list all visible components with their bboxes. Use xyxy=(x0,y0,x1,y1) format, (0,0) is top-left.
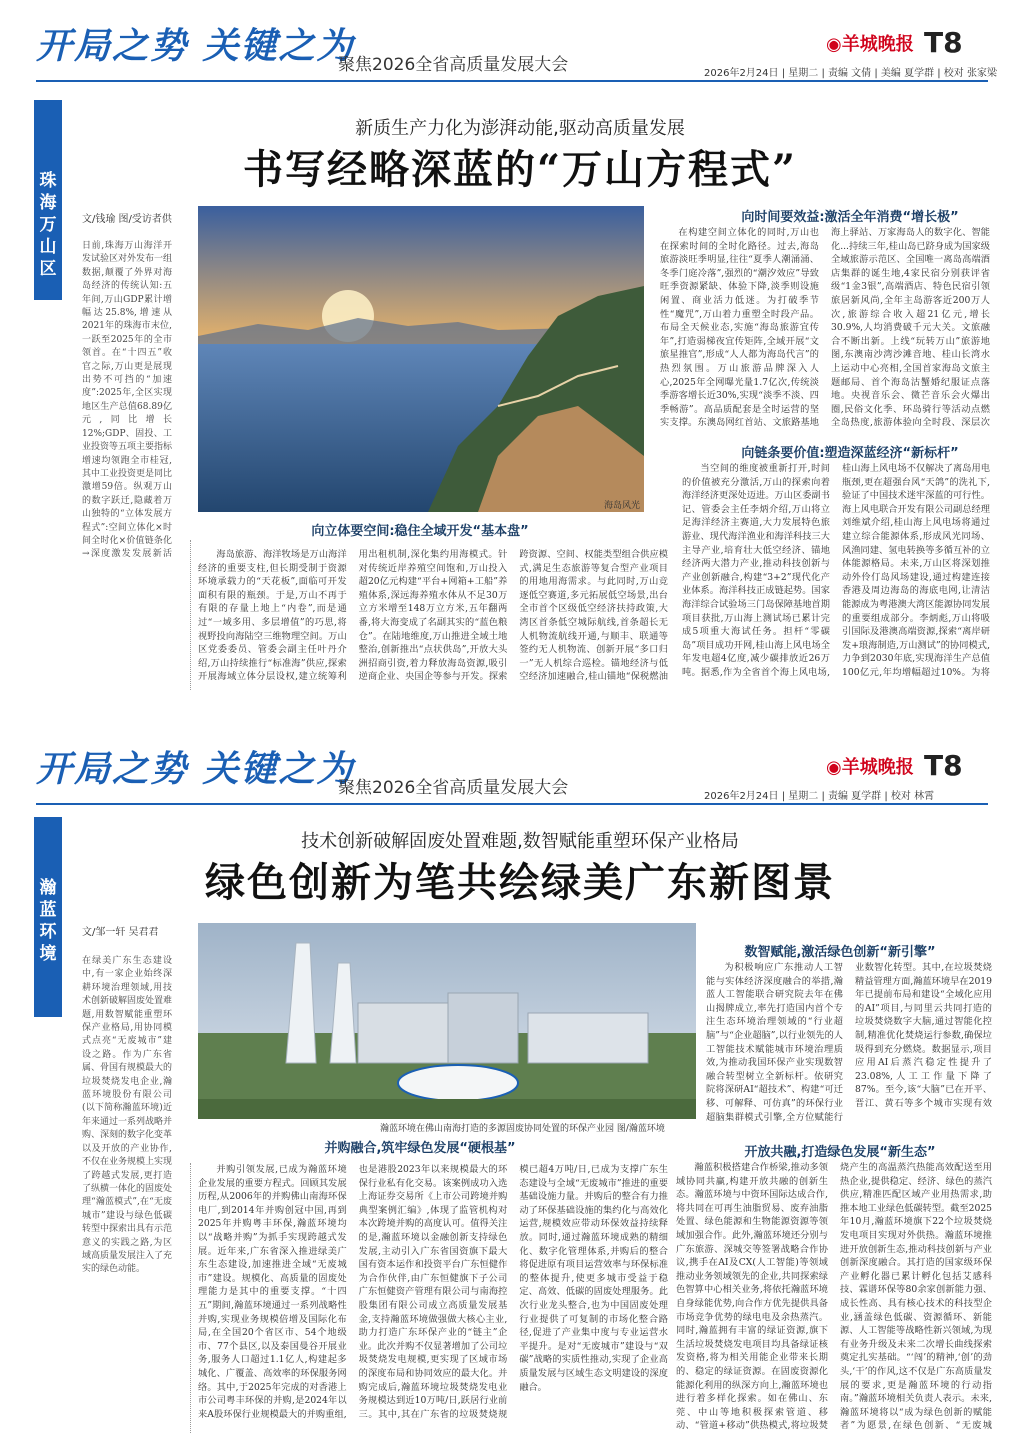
bottom-article xyxy=(0,723,1024,1446)
industrial-park-image xyxy=(198,923,696,1119)
logo-mark-icon: ◉ xyxy=(826,34,842,55)
subhead: 新质生产力化为澎湃动能,驱动高质量发展 xyxy=(355,118,685,139)
header-rule xyxy=(36,803,988,805)
section-heading-space: 向立体要空间:稳住全域开发“基本盘” xyxy=(311,524,529,539)
section-heading-chain: 向链条要价值:塑造深蓝经济“新标杆” xyxy=(741,446,959,461)
page-number: T8 xyxy=(924,749,963,782)
side-tab-label: 瀚蓝环境 xyxy=(39,878,57,964)
byline: 文/钱瑜 图/受访者供 xyxy=(82,214,172,225)
body-space: 海岛旅游、海洋牧场是万山海洋经济的重要支柱,但长期受制于资源环境承载力的“天花板”,面临可开发面积有限的瓶颈。于是,万山不再于有限的存量上地上“内卷”,而是通过“一域多用、多层增值”的巧思,将视野投向海陆空三维物理空间。万山区党委委员、管委会副主任叶丹介绍,万山持续推行“标准海”供应,探索开展海域立体分层设权,建立统筹利用出租机制,深化集约用海模式。针对传统近岸养殖空间饱和,万山投入超20亿元构建“平台+网箱+工船”养殖体系,深远海养殖水体从不足30万立方米增至148万立方米,五年翻两番,将大海变成了名副其实的“蓝色粮仓”。在陆地维度,万山推进全域土地整治,创新推出“点状供岛”,开放大头洲招商引资,着力释放海岛资源,吸引逆商企业、央国企等参与开发。探索跨资源、空间、权能类型组合供应模式,满足生态旅游等复合型产业项目的用地用海需求。与此同时,万山竞逐低空赛道,多元拓展低空场景,出台全市首个区级低空经济扶持政策,大湾区首条低空城际航线,首条超长无人机物流航线开通,与顺丰、联通等签约无人机物流、创新开展“多口归一”无人机综合巡检。锚地经济与低空经济加速融合,桂山锚地“保税燃油 xyxy=(198,549,668,683)
body-merger: 并购引领发展,已成为瀚蓝环境企业发展的重要方程式。回顾其发展历程,从2006年的并购佛山南海环保电厂,到2014年并购创冠中国,再到2025年并购粤丰环保,瀚蓝环境均以“战略并购”为抓手实现跨越式发展。近年来,广东省深入推进绿美广东生态建设,加速推进全域“无废城市”建设。规模化、高质量的固废处理能力是其中的重要支撑。“十四五”期间,瀚蓝环境通过一系列战略性并购,实现业务规模倍增及国际化布局,在全国20个省区市、54个地级市、77个县区,以及泰国曼谷开展业务,服务人口超过1.1亿人,构建起多城化、广覆盖、高效率的环保服务网络。其中,于2025年完成的对香港上市公司粤丰环保的并购,是2024年以来A股环保行业规模最大的并购重组,也是港股2023年以来规模最大的环保行业私有化交易。该案例成功入选上海证券交易所《上市公司跨境并购典型案例汇编》,体现了监管机构对本次跨境并购的高度认可。值得关注的是,瀚蓝环境以金融创新支持绿色发展,主动引入广东省国资旗下最大国有资本运作和投资平台广东恒健作为合作伙伴,由广东恒健旗下子公司广东恒健资产管理有限公司与南海控股集团有限公司成立高质量发展基金,支持瀚蓝环境做强做大核心主业,助力打造广东环保产业的“链主”企业。此次并购不仅显著增加了公司垃圾焚烧发电规模,更实现了区域市场的深度布局和协同效应的最大化。并购完成后,瀚蓝环境垃圾焚烧发电业务规模达到近10万吨/日,跃居行业前三。其中,其在广东省的垃圾焚烧规模已超4万吨/日,已成为支撑广东生态建设与全域“无废城市”推进的重要基础设施力量。并购后的整合有力推动了环保基础设施的集约化与高效化运营,规模效应带动环保效益持续释放。同时,通过瀚蓝环境成熟的精细化、数字化管理体系,并购后的整合将促进原有项目运营效率与环保标准的整体提升,使更多城市受益于稳定、高效、低碳的固废处理服务。此次行业龙头整合,也为中国固废处理行业提供了可复制的市场化整合路径,促进了产业集中度与专业运营水平提升。是对“无废城市”建设与“双碳”战略的实质性推动,实现了企业高质量发展与区域生态文明建设的深度融合。 xyxy=(198,1164,668,1420)
header-rule xyxy=(36,80,988,82)
dateline: 2026年2月24日 | 星期二 | 责编 文倩 | 美编 夏学群 | 校对 张家梁 xyxy=(704,68,997,79)
side-tab-label: 珠海万山区 xyxy=(39,171,57,279)
body-chain: 当空间的维度被重新打开,时间的价值被充分激活,万山的探索向着海洋经济更深处迈进。万山区委副书记、管委会主任李炳介绍,万山将立足海洋经济主赛道,大力发展特色旅游业、现代海洋渔业和海洋科技三大主导产业,培育壮大低空经济、锚地经济两大潜力产业,推动科技创新与产业创新融合,构建“3+2”现代化产业体系。海洋科技正成链起势。国家海洋综合试验场三门岛保障基地首期项目获批,万山海上测试场已累计完成5项重大海试任务。担杆“零碳岛”项目成功开网,桂山海上风电场全年发电超4亿度,减少碳排放近26万吨。据悉,作为全省首个海上风电场,桂山海上风电场不仅解决了离岛用电瓶颈,更在超强台风“天鸽”的洗礼下,验证了中国技术迷牢深蓝的可行性。海上风电联合开发有限公司副总经理刘维斌介绍,桂山海上风电场将通过建立综合能源体系,形成风光同场、风渔同建、氢电转换等多循互补的立体能源格局。未来,万山区将深划推动外伶仃岛风场建设,通过构建连接香港及周边海岛的海底电网,让清洁能源成为粤港澳大湾区能源协同发展的重要组成部分。李炳彪,万山将吸引国际及港澳高端资源,探索“离岸研发+琅海制造,万山测试”的协同模式,力争到2030年底,实现海洋生产总值100亿元,年均增幅超过10%。为将 xyxy=(682,463,990,678)
lede: 日前,珠海万山海洋开发试验区对外发布一组数据,颠覆了外界对海岛经济的传统认知:五年间,万山GDP累计增幅达25.8%,增速从2021年的珠海市末位,一跃至2025年的全市领首。在“十四五”收官之际,万山更是展现出势不可挡的“加速度”:2025年,全区实现地区生产总值68.89亿元,同比增长12%;GDP、固投、工业投资等五项主要指标增速均领跑全市桂冠,其中工业投资更是同比激增59倍。纵观万山的数字跃迁,隐藏着万山独特的“立体发展方程式”:空间立体化×时间全时化×价值链条化→深度激发发展新活 xyxy=(82,241,172,560)
logo-mark-icon: ◉ xyxy=(826,757,842,778)
photo-caption: 海岛风光 xyxy=(604,501,641,511)
headline: 绿色创新为笔共绘绿美广东新图景 xyxy=(205,859,835,906)
industrial-park-photo xyxy=(198,923,696,1119)
section-heading-time: 向时间要效益:激活全年消费“增长极” xyxy=(741,210,959,225)
paper-logo: ◉羊城晚报 xyxy=(826,34,914,55)
side-tab xyxy=(34,817,62,1017)
focus-title: 聚焦2026全省高质量发展大会 xyxy=(338,778,569,798)
masthead xyxy=(0,0,1024,80)
island-photo-image xyxy=(198,206,644,512)
column-divider xyxy=(190,1163,191,1433)
side-tab xyxy=(34,100,62,300)
byline: 文/邹一轩 吴君君 xyxy=(82,927,159,938)
page-number: T8 xyxy=(924,26,963,59)
island-photo xyxy=(198,206,644,512)
body-digital: 为积极响应广东推动人工智能与实体经济深度融合的举措,瀚蓝人工智能联合研究院去年在佛山揭牌成立,率先打造国内首个专注生态环境治理领域的“行业超脑”与“企业超脑”,以行业领先的人工智能技术赋能城市环境治理质效,为推动我国环保产业实现数智融合转型树立全新标杆。依研究院将深研AI“超技术”、构建“可迁移、可解释、可仿真”的环保行业超脑集群模式引擎,全方位赋能行业数智化转型。其中,在垃圾焚烧精益管理方面,瀚蓝环境早在2019年已提前布局和建设“全域化应用的AI”项目,与同里云共同打造的垃圾焚烧数字大脑,通过智能化控制,精准优化焚烧运行参数,确保垃圾得到充分燃烧。数据显示,项目应用AI后蒸汽稳定性提升了23.08%,人工工作量下降了87%。至今,该“大脑”已在开平、晋江、黄石等多个城市实现有效 xyxy=(706,962,992,1123)
body-open: 瀚蓝积极搭建合作桥梁,推动多领域协同共赢,构建开放共融的创新生态。瀚蓝环境与中资环国际达成合作,将共同在可再生油脂贸易、废弃油脂处置、绿色能源和生物能源资源等领域加强合作。此外,瀚蓝环境还分别与广东旅游、深城交等签署战略合作协议,携手在AI及CX(人工智能)等领域推动业务领域领先的企业,共同探索绿色智算中心相关业务,将依托瀚蓝环境自身绿能优势,向合作方优先提供具备市场竞争优势的绿电电及余热蒸汽。同时,瀚蓝拥有丰富的绿证资源,旗下生活垃圾焚烧发电项目均具备绿证核发资格,将为相关用能企业带来长期的、稳定的绿证资源。在固废资源化能源化利用的纵深方向上,瀚蓝环境也进行着多样化探索。如在佛山、东莞、中山等地积极探索管道、移动、“管道+移动”供热模式,将垃圾焚烧产生的高温蒸汽热能高效配送至用热企业,提供稳定、经济、绿色的蒸汽供应,精准匹配区域产业用热需求,助推本地工业绿色低碳转型。截至2025年10月,瀚蓝环境旗下22个垃圾焚烧发电项目实现对外供热。瀚蓝环境推进开放创新生态,推动科技创新与产业创新深度融合。其打造的国家级环保产业孵化器已累计孵化包括艾感科技、霖谱环保等80余家创新能力强、成长性高、具有核心技术的科技型企业,涵盖绿色低碳、资源循环、新能源、人工智能等战略性新兴领域,为现有业务升级及未来二次增长曲线探索奠定扎实基础。“‘闯’的精神,‘创’的劲头,‘干’的作风,这不仅是广东高质量发展的要求,更是瀚蓝环境的行动指南。”瀚蓝环境相关负责人表示。未来,瀚蓝环境将以“成为绿色创新的赋能者”为愿景,在绿色创新、“无废城 xyxy=(676,1162,992,1432)
headline: 书写经略深蓝的“万山方程式” xyxy=(242,146,797,193)
paper-logo: ◉羊城晚报 xyxy=(826,757,914,778)
section-heading-digital: 数智赋能,激活绿色创新“新引擎” xyxy=(744,945,936,960)
dateline: 2026年2月24日 | 星期二 | 责编 夏学群 | 校对 林霄 xyxy=(704,791,935,802)
subhead: 技术创新破解固废处置难题,数智赋能重塑环保产业格局 xyxy=(301,831,739,852)
slogan: 开局之势 关键之为 xyxy=(36,748,355,790)
lede: 在绿美广东生态建设中,有一家企业始终深耕环境治理领域,用技术创新破解固废处置难题,用数智赋能重塑环保产业格局,用协同模式点亮“无废城市”建设之路。作为广东省属、骨国有规模最大的垃圾焚烧发电企业,瀚蓝环境股份有限公司(以下简称瀚蓝环境)近年来通过一系列战略并购、深刻的数字化变革以及开放的产业协作,不仅在业务规模上实现了跨越式发展,更打造了纵横一体化的固废处理“瀚蓝模式”,在“无废城市”建设与绿色低碳转型中探索出具有示范意义的实践之路,为区域高质量发展注入了充实的绿色动能。 xyxy=(82,956,172,1273)
top-article xyxy=(0,0,1024,700)
focus-title: 聚焦2026全省高质量发展大会 xyxy=(338,55,569,75)
photo-caption: 瀚蓝环境在佛山南海打造的多源固废协同处置的环保产业园 图/瀚蓝环境 xyxy=(380,1124,665,1134)
section-heading-merger: 并购融合,筑牢绿色发展“硬根基” xyxy=(324,1141,516,1156)
section-heading-open: 开放共融,打造绿色发展“新生态” xyxy=(744,1145,936,1160)
column-divider xyxy=(190,540,191,690)
body-time: 在构建空间立体化的同时,万山也在探索时间的全时化路径。过去,海岛旅游淡旺季明显,往往“夏季人潮涌涌、冬季门庭冷落”,强烈的“潮汐效应”导致旺季资源紧缺、体验下降,淡季则设施闲置、商业活力低迷。为打破季节性“魔咒”,万山着力重塑全时段产品。布局全天候业态,实施“海岛旅游宜传年”,打造弱梯夜宜传矩阵,全域开展“文旅星推官”,形成“人人都为海岛代言”的热烈氛围。万山旅游品牌深入人心,2025年全网曝光量1.7亿次,传统淡季游客增长近30%,实现“淡季不淡、四季畅游”。高品质配套是全时运营的坚实支撑。东澳岛网红首站、文旅路基地海上驿站、万家海岛人的数字化、智能化...持续三年,桂山岛已跻身成为国家级全域旅游示范区、全国唯一离岛高端酒店集群的诞生地,4家民宿分别获评省级“1金3银”,高端酒店、特色民宿引领旅居新风尚,全年主岛游客近200万人次,旅游综合收入超21亿元,增长30.9%,人均消费破千元大关。文旅融合不断出新。上线“玩转万山”旅游地图,东澳南沙湾沙滩音地、桂山长湾水上运动中心亮相,全国首家海岛文旅主题邮局、首个海岛沽蟹婚纪服证点落地。央视音乐会、微芒音乐会火爆出圈,民俗文化季、环岛骑行等活动点燃全岛热度,旅游体验向全时段、深层次 xyxy=(660,227,990,429)
masthead xyxy=(0,723,1024,803)
slogan: 开局之势 关键之为 xyxy=(36,25,355,67)
